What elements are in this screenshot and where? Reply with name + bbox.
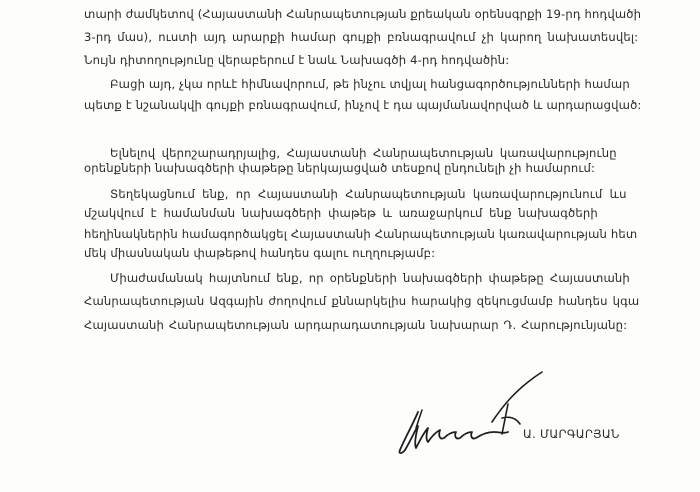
text-line: օրենքների նախագծերի փաթեթը ներկայացված տեսքով ընդունելի չի համարում: xyxy=(84,161,596,175)
text-line: մշակվում է համանման նախագծերի փաթեթ և առաջարկում ենք նախագծերի xyxy=(84,206,598,220)
text-line: պետք է նշանակվի գույքի բռնագրավում, ինչով է դա պայմանավորված և արդարացված: xyxy=(84,98,642,112)
text-line: Նույն դիտողությունը վերաբերում է նաև Նախագծի 4-րդ հոդվածին: xyxy=(84,53,510,67)
signer-name: Ա. ՄԱՐԳԱՐՅԱՆ xyxy=(523,427,620,441)
text-line: 3-րդ մաս), ուստի այդ արարքի համար գույքի բռնագրավում չի կարող նախատեսվել: xyxy=(84,30,639,44)
text-line: Հայաստանի Հանրապետության արդարադատության նախարար Դ. Հարությունյանը: xyxy=(84,318,628,332)
signature-stroke xyxy=(399,412,508,453)
text-line: Բացի այդ, չկա որևէ հիմնավորում, թե ինչու տվյալ հանցագործությունների համար xyxy=(110,77,630,91)
signature-stroke xyxy=(502,404,520,434)
signature-stroke xyxy=(492,372,542,422)
text-line: Տեղեկացնում ենք, որ Հայաստանի Հանրապետության կառավարությունում ևս xyxy=(110,187,627,201)
text-line: Միաժամանակ հայտնում ենք, որ օրենքների նախագծերի փաթեթը Հայաստանի xyxy=(110,271,630,285)
text-line: տարի ժամկետով (Հայաստանի Հանրապետության քրեական օրենսգրքի 19-րդ հոդվածի xyxy=(84,7,642,21)
handwritten-signature xyxy=(396,370,556,460)
text-line: Ելնելով վերոշարադրյալից, Հայաստանի Հանրապետության կառավարությունը xyxy=(110,146,617,160)
text-line: հեղինակներին համագործակցել Հայաստանի Հանրապետության կառավարության հետ xyxy=(84,227,638,241)
text-line: Հանրապետության Ազգային ժողովում քննարկելիս հարակից զեկուցմամբ հանդես կգա xyxy=(84,294,640,308)
text-line: մեկ միասնական փաթեթով հանդես գալու ուղղությամբ: xyxy=(84,246,436,260)
